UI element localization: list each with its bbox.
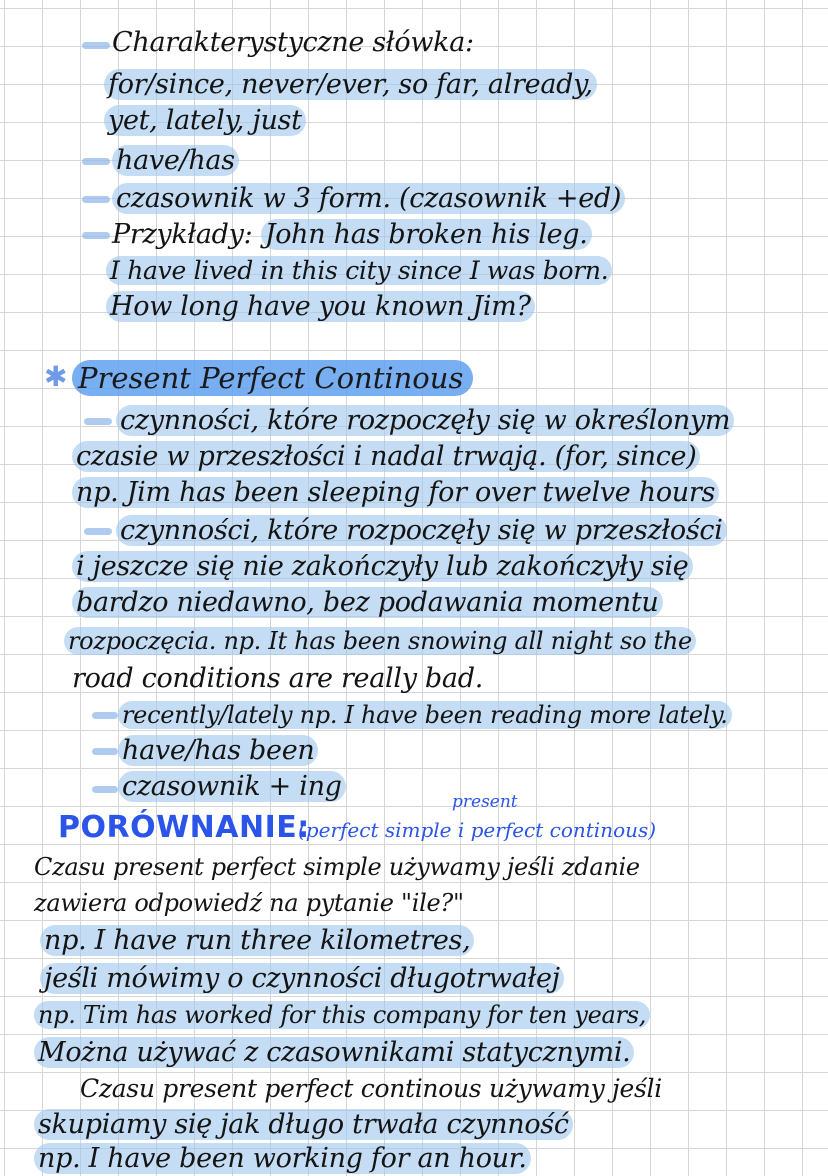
keywords-line-2 xyxy=(104,104,306,138)
comparison-line-6 xyxy=(34,1036,634,1070)
example-3: How long have you known Jim? xyxy=(106,291,535,322)
definition-2-line-3 xyxy=(72,586,663,620)
example-line-1 xyxy=(112,218,592,252)
comparison-line-8 xyxy=(34,1108,573,1142)
example-2: I have lived in this city since I was born. xyxy=(106,256,612,285)
definition-2-line-2 xyxy=(72,550,693,584)
comparison-highlight-4: jeśli mówimy o czynności długotrwałej xyxy=(40,963,564,994)
bullet-dash xyxy=(92,786,118,793)
comparison-subtitle: (perfect simple i perfect continous) xyxy=(298,818,657,842)
bullet-dash xyxy=(82,196,110,203)
definition-2-highlight-3: bardzo niedawno, bez podawania momentu xyxy=(72,587,663,618)
definition-2-highlight-4: rozpoczęcia. np. It has been snowing all night so the xyxy=(64,627,696,655)
bullet-dash xyxy=(84,418,112,425)
have-been-line xyxy=(118,734,318,768)
comparison-highlight-8: skupiamy się jak długo trwała czynność xyxy=(34,1109,573,1140)
bullet-dash xyxy=(92,748,118,755)
bullet-dash xyxy=(92,712,118,719)
keywords-heading: Charakterystyczne słówka: xyxy=(112,27,474,58)
example-line-3 xyxy=(106,290,535,324)
verb-form-highlight: czasownik w 3 form. (czasownik +ed) xyxy=(112,183,625,214)
recently-line xyxy=(118,698,732,732)
comparison-highlight-6: Można używać z czasownikami statycznymi. xyxy=(34,1037,634,1068)
keywords-line-1 xyxy=(104,68,597,102)
comparison-title: PORÓWNANIE: xyxy=(58,810,310,845)
definition-1-line-3 xyxy=(72,476,719,510)
verb-form-line xyxy=(112,182,625,216)
definition-1-line-1 xyxy=(116,404,734,438)
bullet-dash xyxy=(82,42,110,49)
definition-1-highlight-3: np. Jim has been sleeping for over twelve hours xyxy=(72,477,719,508)
definition-1-highlight-2: czasie w przeszłości i nadal trwają. (for, since) xyxy=(72,441,700,472)
bullet-dash xyxy=(82,232,110,239)
comparison-line-2: zawiera odpowiedź na pytanie "ile?" xyxy=(34,889,464,917)
definition-1-line-2 xyxy=(72,440,700,474)
comparison-highlight-5: np. Tim has worked for this company for ten years, xyxy=(34,1001,650,1029)
comparison-line-9 xyxy=(34,1142,531,1176)
comparison-highlight-3: np. I have run three kilometres, xyxy=(40,925,474,956)
keywords-highlight-1: for/since, never/ever, so far, already, xyxy=(104,69,597,100)
bullet-dash xyxy=(82,158,110,165)
definition-2-highlight-1: czynności, które rozpoczęły się w przeszłości xyxy=(116,515,727,546)
have-has-highlight: have/has xyxy=(112,145,239,176)
bullet-dash xyxy=(84,528,112,535)
definition-2-line-1 xyxy=(116,514,727,548)
comparison-line-7: Czasu present perfect continous używamy jeśli xyxy=(80,1074,662,1103)
comparison-line-1: Czasu present perfect simple używamy jeśli zdanie xyxy=(34,853,640,881)
have-has-line xyxy=(112,144,239,178)
comparison-highlight-9: np. I have been working for an hour. xyxy=(34,1143,531,1174)
examples-intro: Przykłady: xyxy=(112,219,253,250)
comparison-line-5 xyxy=(34,998,650,1032)
definition-2-line-5 xyxy=(72,662,483,696)
definition-1-highlight-1: czynności, które rozpoczęły się w określonym xyxy=(116,405,734,436)
verb-ing-highlight: czasownik + ing xyxy=(118,771,346,802)
definition-2-line-4 xyxy=(64,624,696,658)
definition-2-highlight-2: i jeszcze się nie zakończyły lub zakończyły się xyxy=(72,551,693,582)
definition-2-text-5: road conditions are really bad. xyxy=(72,663,483,694)
comparison-line-3 xyxy=(40,924,474,958)
keywords-highlight-2: yet, lately, just xyxy=(104,105,306,136)
asterisk-icon: ✱ xyxy=(44,360,68,393)
comparison-superscript: present xyxy=(452,792,518,812)
have-been-highlight: have/has been xyxy=(118,735,318,766)
example-line-2 xyxy=(106,254,612,288)
comparison-line-4 xyxy=(40,962,564,996)
example-1: John has broken his leg. xyxy=(261,219,592,250)
section-title: Present Perfect Continous xyxy=(72,360,473,396)
verb-ing-line xyxy=(118,770,346,804)
recently-highlight: recently/lately np. I have been reading more lately. xyxy=(118,701,732,729)
